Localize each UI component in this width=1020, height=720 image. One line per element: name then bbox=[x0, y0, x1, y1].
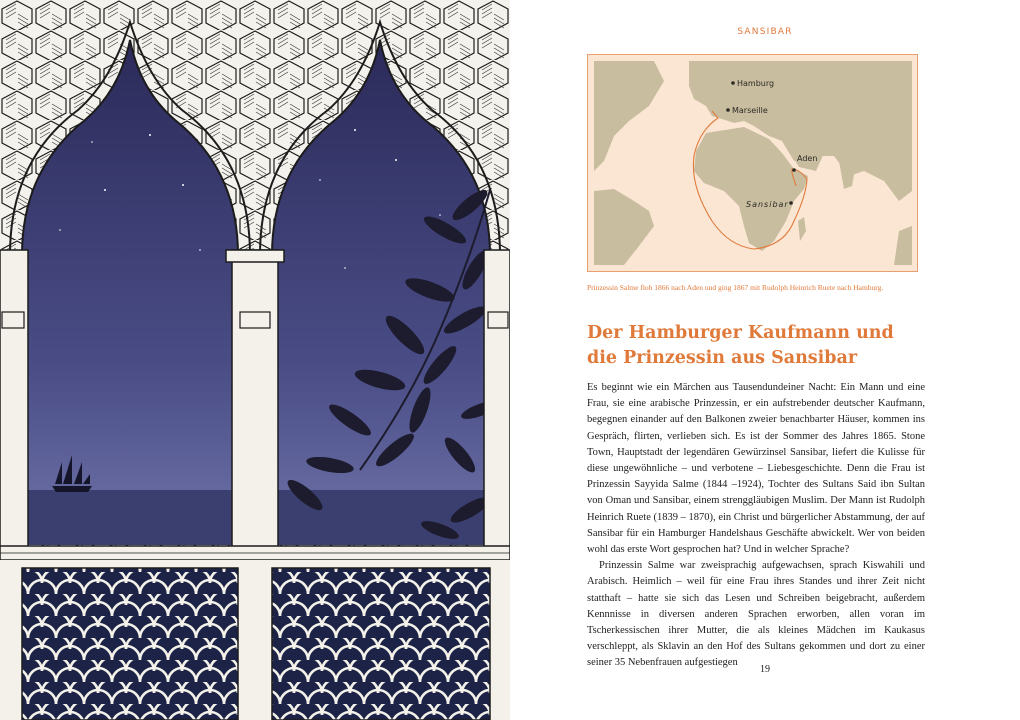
map-label-aden: Aden bbox=[797, 154, 818, 163]
running-head: SANSIBAR bbox=[737, 27, 793, 37]
map-label-hamburg: Hamburg bbox=[737, 79, 775, 88]
map-label-sansibar: Sansibar bbox=[746, 200, 789, 209]
page-number: 19 bbox=[760, 664, 770, 675]
map-label-marseille: Marseille bbox=[732, 106, 768, 115]
body-text bbox=[587, 380, 925, 672]
route-map-graphic bbox=[594, 61, 912, 265]
map-caption: Prinzessin Salme floh 1866 nach Aden und ging 1867 mit Rudolph Heinrich Ruete nach Hamburg. bbox=[587, 283, 884, 292]
paragraph-1: Es beginnt wie ein Märchen aus Tausendundeiner Nacht: Ein Mann und eine Frau, sie eine arabische Prinzessin, er ein aufstrebender deutscher Kaufmann, begegnen einander auf den Balkonen zweier benachbarter Häuser, kommen ins Gespräch, flirten, verlieben sich. Es ist der Sommer des Jahres 1865. Stone Town, Hauptstadt der legendären Gewürzinsel Sansibar, liefert die Kulisse für diese ungewöhnliche – und verbotene – Liebesgeschichte. Denn die Frau ist Prinzessin Sayyida Salme (1844 –1924), Tochter des Sultans Said ibn Sultan von Oman und Sansibar, einem strenggläubigen Muslim. Der Mann ist Rudolph Heinrich Ruete (1839 – 1870), ein Christ und bürgerlicher Abstammung, der auf Sansibar für ein Hamburger Handelshaus Geschäfte abwickelt. Wer von beiden wohl das erste Wort gesprochen hat? Und in welcher Sprache? bbox=[587, 382, 925, 556]
text-page bbox=[510, 0, 1020, 720]
scale-balustrade bbox=[0, 560, 510, 720]
route-map bbox=[587, 54, 918, 272]
balcony-rail bbox=[0, 546, 510, 560]
paragraph-2: Prinzessin Salme war zweisprachig aufgewachsen, sprach Kiswahili und Arabisch. Heimlich – weil für eine Frau ihres Standes und ihrer Zeit nicht statthaft – hatte sie sich das Lesen und Schreiben beigebracht, außerdem Kennnisse in diversen anderen Sprachen erworben, allen voran im Tscherkessischen ihrer Mutter, die als kleines Mädchen im Kaukasus verschleppt, als Sklavin an den Hof des Sultans gekommen und dort zu einer seiner 35 Nebenfrauen aufgestiegen bbox=[587, 560, 925, 669]
chapter-title: Der Hamburger Kaufmann und die Prinzessin aus Sansibar bbox=[587, 323, 894, 368]
